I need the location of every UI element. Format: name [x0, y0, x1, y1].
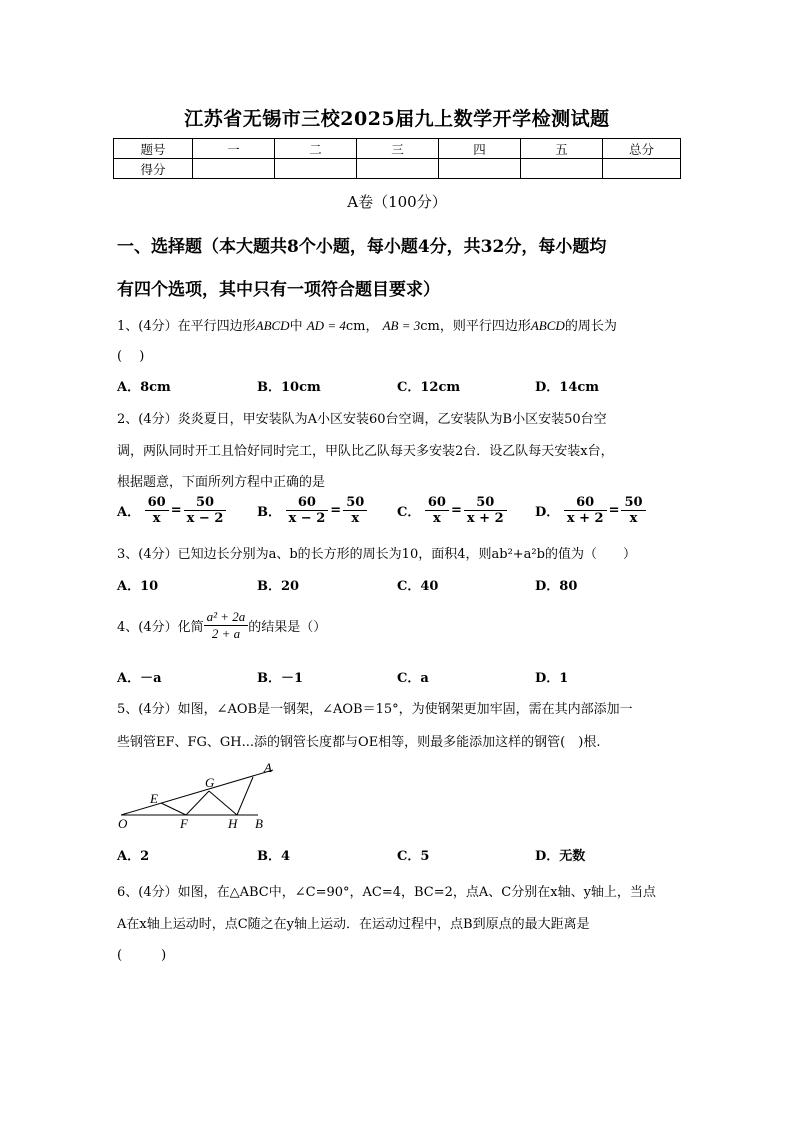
q1-answer-blank: ( ) — [117, 349, 145, 364]
q2-option-b[interactable]: B． $\frac{60}{x - 2}$ = $\frac{50}{x}$ — [257, 495, 367, 526]
q4-text: 的结果是（） — [248, 620, 327, 635]
ray-oa — [121, 770, 273, 815]
q4-option-d[interactable]: D．1 — [535, 671, 569, 686]
steel-gh — [209, 791, 237, 815]
q1-abcd: ABCD — [255, 318, 290, 333]
score-header-cell: 三 — [357, 139, 439, 159]
q1-option-b[interactable]: B．10cm — [257, 380, 321, 395]
q4-stem — [117, 609, 326, 642]
numerator: 50 — [464, 495, 507, 511]
denominator: x + 2 — [566, 511, 604, 526]
q1-option-c[interactable]: C．12cm — [397, 380, 461, 395]
score-header-cell: 五 — [521, 139, 603, 159]
steel-h-to-oa — [237, 777, 253, 815]
q3-option-d[interactable]: D．80 — [535, 579, 578, 594]
numerator: 50 — [184, 495, 227, 511]
score-table — [113, 138, 681, 179]
q6-answer-blank: ( ) — [117, 948, 167, 963]
score-input-cell[interactable] — [275, 159, 357, 179]
fraction — [425, 495, 449, 526]
numerator: 50 — [621, 495, 645, 511]
q2-stem-line1: 2、(4分）炎炎夏日，甲安装队为A小区安装60台空调，乙安装队为B小区安装50台空 — [117, 412, 607, 427]
q1-text: 的周长为 — [564, 319, 617, 334]
q1-ab: AB = 3 — [382, 318, 421, 333]
score-table-score-row — [114, 159, 681, 179]
score-header-cell: 二 — [275, 139, 357, 159]
score-header-cell: 一 — [193, 139, 275, 159]
fraction — [145, 495, 169, 526]
score-input-cell[interactable] — [521, 159, 603, 179]
option-label: B． — [257, 505, 281, 520]
q5-stem-line1: 5、(4分）如图，∠AOB是一钢架，∠AOB＝15°，为使钢架更加牢固，需在其内部添加一 — [117, 702, 633, 717]
label-o: O — [118, 816, 128, 831]
score-input-cell[interactable] — [439, 159, 521, 179]
denominator: x − 2 — [186, 511, 224, 526]
q4-option-a[interactable]: A．－a — [117, 671, 162, 686]
q1-text: 1、(4分）在平行四边形 — [117, 319, 256, 334]
score-input-cell[interactable] — [193, 159, 275, 179]
numerator: 60 — [564, 495, 607, 511]
q2-option-a[interactable]: A． $\frac{60}{x}$ = $\frac{50}{x - 2}$ — [117, 495, 226, 526]
score-table-header-row — [114, 139, 681, 159]
q1-stem — [117, 315, 617, 334]
denominator: x — [351, 511, 360, 526]
fraction — [286, 495, 329, 526]
fraction — [564, 495, 607, 526]
q2-option-d[interactable]: D． $\frac{60}{x + 2}$ = $\frac{50}{x}$ — [535, 495, 646, 526]
q3-stem: 3、(4分）已知边长分别为a、b的长方形的周长为10，面积4，则ab²+a²b的值为（ ） — [117, 547, 636, 562]
fraction — [464, 495, 507, 526]
part1-heading-line2: 有四个选项，其中只有一项符合题目要求） — [117, 280, 440, 300]
section-a-title: A卷（100分） — [347, 193, 447, 211]
denominator: x — [152, 511, 161, 526]
q1-ad: AD = 4 — [306, 318, 346, 333]
score-row-label: 得分 — [114, 159, 193, 179]
numerator: 60 — [286, 495, 329, 511]
option-label: A． — [117, 505, 141, 520]
q1-text: 中 — [289, 319, 303, 334]
fraction — [184, 495, 227, 526]
numerator: 50 — [343, 495, 367, 511]
q1-option-a[interactable]: A．8cm — [117, 380, 171, 395]
steel-ef — [161, 803, 186, 815]
q5-option-a[interactable]: A．2 — [117, 849, 150, 864]
q5-option-d[interactable]: D．无数 — [535, 849, 586, 864]
q5-steel-frame-figure — [113, 760, 283, 832]
label-h: H — [228, 816, 238, 831]
q5-option-c[interactable]: C．5 — [397, 849, 430, 864]
q1-abcd: ABCD — [530, 318, 565, 333]
label-a: A — [264, 760, 272, 775]
q2-stem-line2: 调，两队同时开工且恰好同时完工，甲队比乙队每天多安装2台．设乙队每天安装x台， — [117, 444, 614, 459]
denominator: x − 2 — [288, 511, 326, 526]
q6-stem-line1: 6、(4分）如图，在△ABC中，∠C=90°，AC=4，BC=2，点A、C分别在x轴、y轴上，当点 — [117, 885, 656, 900]
denominator: x — [629, 511, 638, 526]
numerator: a² + 2a — [204, 609, 249, 626]
q4-fraction — [204, 609, 249, 642]
part1-heading-line1: 一、选择题（本大题共8个小题，每小题4分，共32分，每小题均 — [117, 237, 607, 257]
denominator: 2 + a — [211, 626, 241, 641]
numerator: 60 — [145, 495, 169, 511]
q6-stem-line2: A在x轴上运动时，点C随之在y轴上运动．在运动过程中，点B到原点的最大距离是 — [117, 917, 590, 932]
q1-text: cm，则平行四边形 — [420, 319, 531, 334]
option-label: D． — [535, 505, 560, 520]
option-label: C． — [397, 505, 421, 520]
label-b: B — [255, 816, 263, 831]
score-input-cell[interactable] — [603, 159, 681, 179]
q5-option-b[interactable]: B．4 — [257, 849, 291, 864]
score-header-cell: 题号 — [114, 139, 193, 159]
denominator: x + 2 — [466, 511, 504, 526]
fraction — [343, 495, 367, 526]
q3-option-c[interactable]: C．40 — [397, 579, 439, 594]
score-header-cell: 四 — [439, 139, 521, 159]
q4-text: 4、(4分）化简 — [117, 620, 204, 635]
q4-option-c[interactable]: C．a — [397, 671, 429, 686]
label-g: G — [205, 775, 215, 790]
q3-option-a[interactable]: A．10 — [117, 579, 159, 594]
q1-text: cm， — [345, 319, 379, 334]
label-f: F — [180, 816, 188, 831]
score-header-cell: 总分 — [603, 139, 681, 159]
q2-option-c[interactable]: C． $\frac{60}{x}$ = $\frac{50}{x + 2}$ — [397, 495, 507, 526]
numerator: 60 — [425, 495, 449, 511]
score-input-cell[interactable] — [357, 159, 439, 179]
q3-option-b[interactable]: B．20 — [257, 579, 300, 594]
q5-stem-line2: 些钢管EF、FG、GH...添的钢管长度都与OE相等，则最多能添加这样的钢管( )根. — [117, 735, 601, 750]
label-e: E — [150, 791, 158, 806]
fraction — [621, 495, 645, 526]
q2-stem-line3: 根据题意，下面所列方程中正确的是 — [117, 475, 326, 490]
q4-option-b[interactable]: B．－1 — [257, 671, 304, 686]
q1-option-d[interactable]: D．14cm — [535, 380, 600, 395]
denominator: x — [433, 511, 441, 526]
exam-title: 江苏省无锡市三校2025届九上数学开学检测试题 — [184, 108, 610, 130]
